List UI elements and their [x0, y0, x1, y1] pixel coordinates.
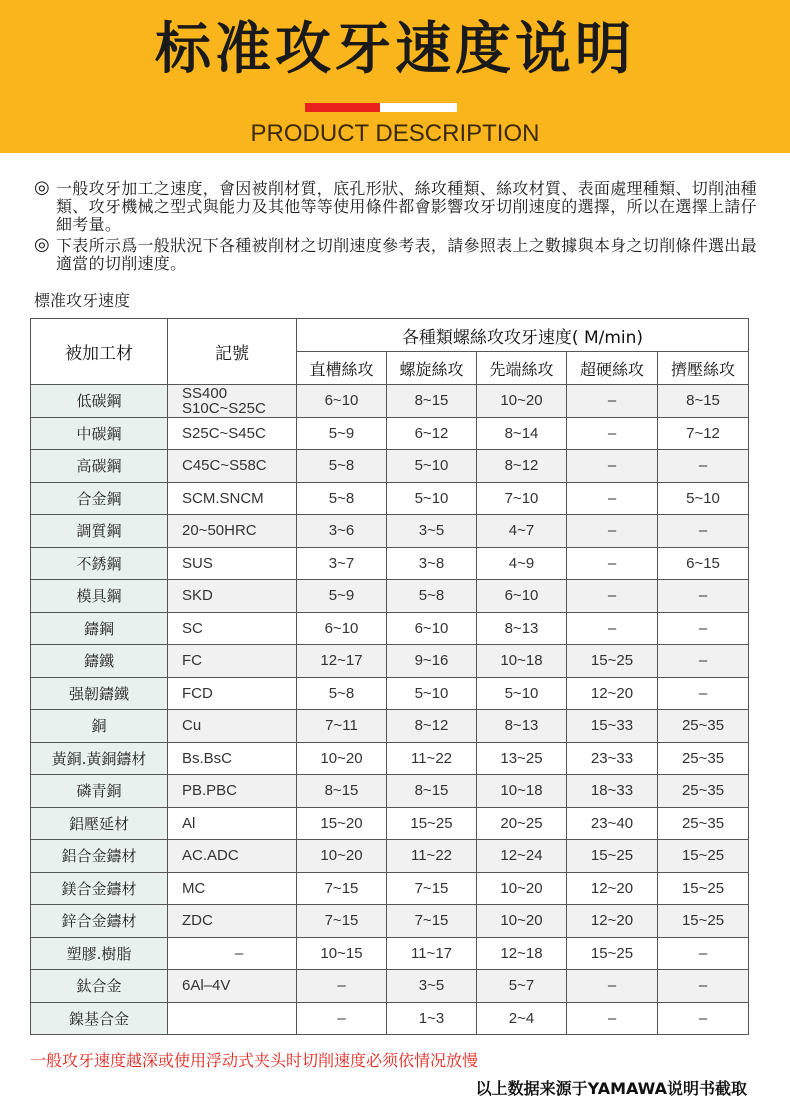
material-cell: 不銹鋼: [31, 547, 168, 580]
speed-cell: –: [567, 417, 658, 450]
speed-cell: –: [567, 450, 658, 483]
speed-cell: 11~17: [387, 937, 477, 970]
code-text: FC: [182, 652, 202, 670]
speed-cell: 10~18: [477, 775, 567, 808]
speed-cell: 3~6: [297, 515, 387, 548]
speed-cell: –: [297, 970, 387, 1003]
code-cell: [168, 742, 297, 775]
code-text: Bs.BsC: [182, 749, 233, 767]
speed-cell: 12~24: [477, 840, 567, 873]
table-row: [31, 905, 749, 938]
speed-cell: 15~33: [567, 710, 658, 743]
speed-cell: 12~20: [567, 677, 658, 710]
speed-cell: 20~25: [477, 807, 567, 840]
speed-cell: 10~20: [477, 872, 567, 905]
speed-cell: 12~20: [567, 872, 658, 905]
speed-cell: 15~25: [658, 872, 749, 905]
code-cell: [168, 775, 297, 808]
data-source-note: 以上数据来源于YAMAWA说明书截取: [475, 1079, 747, 1098]
header-point-tap: 先端絲攻: [477, 352, 567, 385]
speed-cell: –: [658, 612, 749, 645]
note-reference: [34, 234, 764, 273]
speed-cell: 8~14: [477, 417, 567, 450]
code-text: ZDC: [182, 912, 213, 930]
code-text: FCD: [182, 684, 213, 702]
header-straight-tap: 直槽絲攻: [297, 352, 387, 385]
code-cell: [168, 840, 297, 873]
speed-cell: 12~17: [297, 645, 387, 678]
speed-cell: 6~15: [658, 547, 749, 580]
code-cell: [168, 417, 297, 450]
table-row: [31, 840, 749, 873]
speed-cell: 5~9: [297, 417, 387, 450]
speed-cell: 3~5: [387, 515, 477, 548]
page-title: 标准攻牙速度说明: [155, 17, 635, 82]
material-cell: 鋁壓延材: [31, 807, 168, 840]
table-row: [31, 515, 749, 548]
section-label: 標准攻牙速度: [34, 291, 131, 310]
material-cell: 鎂合金鑄材: [31, 872, 168, 905]
table-row: [31, 775, 749, 808]
speed-cell: –: [567, 385, 658, 418]
code-cell: [168, 645, 297, 678]
code-cell: [168, 905, 297, 938]
speed-cell: 12~18: [477, 937, 567, 970]
speed-cell: 7~12: [658, 417, 749, 450]
header-material: 被加工材: [31, 319, 168, 385]
code-text: SUS: [182, 554, 213, 572]
code-text: MC: [182, 879, 206, 897]
speed-cell: 7~10: [477, 482, 567, 515]
code-cell: [168, 450, 297, 483]
speed-cell: 5~8: [387, 580, 477, 613]
speed-cell: 15~25: [387, 807, 477, 840]
code-cell: [168, 580, 297, 613]
table-row: [31, 612, 749, 645]
speed-cell: 10~15: [297, 937, 387, 970]
speed-cell: 6~10: [297, 385, 387, 418]
speed-cell: 15~25: [658, 905, 749, 938]
speed-cell: 7~11: [297, 710, 387, 743]
speed-cell: –: [658, 645, 749, 678]
header-speed-group: 各種類螺絲攻攻牙速度( M/min): [297, 319, 749, 352]
speed-cell: –: [658, 1002, 749, 1035]
speed-cell: 9~16: [387, 645, 477, 678]
speed-cell: 12~20: [567, 905, 658, 938]
table-row: [31, 872, 749, 905]
speed-cell: 5~8: [297, 677, 387, 710]
speed-cell: –: [567, 612, 658, 645]
speed-cell: –: [658, 937, 749, 970]
speed-cell: 2~4: [477, 1002, 567, 1035]
code-text: Al: [182, 814, 196, 832]
speed-cell: 3~7: [297, 547, 387, 580]
speed-cell: 10~18: [477, 645, 567, 678]
speed-cell: 5~10: [658, 482, 749, 515]
table-row: [31, 970, 749, 1003]
code-text: S25C~S45C: [182, 424, 266, 442]
code-text-second-line: S10C~S25C: [182, 399, 266, 417]
code-text: PB.PBC: [182, 782, 238, 800]
speed-cell: 11~22: [387, 840, 477, 873]
speed-cell: 25~35: [658, 807, 749, 840]
code-text: –: [234, 944, 244, 962]
material-cell: 鎳基合金: [31, 1002, 168, 1035]
speed-cell: 1~3: [387, 1002, 477, 1035]
code-cell: [168, 1002, 297, 1035]
note-general: [34, 177, 764, 234]
code-text: Cu: [182, 717, 202, 735]
speed-cell: 5~10: [387, 677, 477, 710]
code-text: SS400: [182, 384, 228, 402]
speed-cell: 5~10: [387, 450, 477, 483]
code-cell: [168, 482, 297, 515]
page-subtitle: PRODUCT DESCRIPTION: [250, 120, 540, 147]
material-cell: 鋅合金鑄材: [31, 905, 168, 938]
speed-cell: 8~12: [477, 450, 567, 483]
speed-cell: –: [658, 970, 749, 1003]
material-cell: 塑膠.樹脂: [31, 937, 168, 970]
speed-cell: 8~15: [658, 385, 749, 418]
code-text: AC.ADC: [182, 847, 239, 865]
material-cell: 高碳鋼: [31, 450, 168, 483]
speed-cell: –: [658, 515, 749, 548]
tapping-speed-table: [30, 318, 749, 1035]
speed-cell: –: [567, 482, 658, 515]
speed-cell: –: [567, 515, 658, 548]
code-cell: [168, 547, 297, 580]
note-reference-text: 下表所示爲一般狀況下各種被削材之切削速度參考表，請參照表上之數據與本身之切削條件選出最適當的切削速度。: [56, 236, 757, 273]
speed-cell: 10~20: [297, 742, 387, 775]
speed-cell: 5~8: [297, 482, 387, 515]
bullet-circle-icon: ◎: [34, 234, 51, 255]
material-cell: 鑄鋼: [31, 612, 168, 645]
speed-cell: 6~10: [387, 612, 477, 645]
speed-cell: 5~10: [387, 482, 477, 515]
speed-cell: 6~12: [387, 417, 477, 450]
table-row: [31, 385, 749, 418]
code-cell: [168, 937, 297, 970]
table-row: [31, 807, 749, 840]
bullet-circle-icon: ◎: [34, 177, 51, 198]
speed-cell: 4~7: [477, 515, 567, 548]
code-cell: [168, 970, 297, 1003]
material-cell: 低碳鋼: [31, 385, 168, 418]
table-row: [31, 710, 749, 743]
table-row: [31, 580, 749, 613]
speed-cell: 8~12: [387, 710, 477, 743]
speed-cell: 13~25: [477, 742, 567, 775]
speed-cell: –: [567, 580, 658, 613]
speed-cell: –: [658, 450, 749, 483]
table-row: [31, 742, 749, 775]
speed-cell: 18~33: [567, 775, 658, 808]
code-cell: [168, 872, 297, 905]
table-row: [31, 450, 749, 483]
material-cell: 銅: [31, 710, 168, 743]
speed-cell: –: [658, 677, 749, 710]
speed-cell: 15~25: [567, 840, 658, 873]
speed-cell: 7~15: [297, 872, 387, 905]
speed-cell: 7~15: [387, 872, 477, 905]
speed-cell: 5~8: [297, 450, 387, 483]
note-general-text: 一般攻牙加工之速度，會因被削材質，底孔形狀、絲攻種類、絲攻材質、表面處理種類、切削油種類、攻牙機械之型式與能力及其他等等使用條件都會影響攻牙切削速度的選擇，所以在選擇上請仔細考量。: [56, 179, 757, 234]
speed-cell: 8~15: [297, 775, 387, 808]
speed-cell: –: [567, 1002, 658, 1035]
material-cell: 調質鋼: [31, 515, 168, 548]
code-text: 20~50HRC: [182, 522, 257, 540]
speed-cell: 10~20: [477, 905, 567, 938]
speed-cell: 15~25: [567, 937, 658, 970]
material-cell: 黃銅.黃銅鑄材: [31, 742, 168, 775]
material-cell: 鑄鐵: [31, 645, 168, 678]
code-cell: [168, 710, 297, 743]
speed-cell: –: [567, 970, 658, 1003]
speed-cell: 8~13: [477, 612, 567, 645]
code-text: SKD: [182, 587, 213, 605]
speed-cell: 5~10: [477, 677, 567, 710]
speed-cell: 25~35: [658, 742, 749, 775]
code-cell: [168, 612, 297, 645]
speed-cell: –: [567, 547, 658, 580]
table-row: [31, 482, 749, 515]
code-text: SCM.SNCM: [182, 489, 264, 507]
header-code: 記號: [168, 319, 297, 385]
table-row: [31, 937, 749, 970]
code-cell: [168, 385, 297, 418]
table-row: [31, 1002, 749, 1035]
material-cell: 合金鋼: [31, 482, 168, 515]
speed-warning: 一般攻牙速度越深或使用浮动式夹头时切削速度必须依情况放慢: [30, 1051, 479, 1070]
material-cell: 强韌鑄鐵: [31, 677, 168, 710]
speed-cell: 8~15: [387, 385, 477, 418]
table-row: [31, 677, 749, 710]
accent-bar-white: [380, 103, 457, 112]
accent-bar-red: [305, 103, 380, 112]
material-cell: 中碳鋼: [31, 417, 168, 450]
speed-cell: 11~22: [387, 742, 477, 775]
speed-cell: 7~15: [387, 905, 477, 938]
table-row: [31, 547, 749, 580]
speed-cell: 25~35: [658, 710, 749, 743]
speed-cell: 3~8: [387, 547, 477, 580]
code-cell: [168, 677, 297, 710]
material-cell: 鈦合金: [31, 970, 168, 1003]
speed-cell: 4~9: [477, 547, 567, 580]
speed-cell: 10~20: [297, 840, 387, 873]
table-row: [31, 417, 749, 450]
header-carbide-tap: 超硬絲攻: [567, 352, 658, 385]
code-text: 6Al–4V: [182, 977, 231, 995]
speed-cell: 15~25: [658, 840, 749, 873]
speed-cell: 10~20: [477, 385, 567, 418]
speed-cell: 25~35: [658, 775, 749, 808]
speed-cell: 15~20: [297, 807, 387, 840]
speed-cell: 5~9: [297, 580, 387, 613]
speed-cell: 23~33: [567, 742, 658, 775]
code-cell: [168, 807, 297, 840]
speed-cell: 15~25: [567, 645, 658, 678]
speed-cell: 7~15: [297, 905, 387, 938]
table-row: [31, 645, 749, 678]
material-cell: 鋁合金鑄材: [31, 840, 168, 873]
material-cell: 磷青銅: [31, 775, 168, 808]
speed-cell: –: [297, 1002, 387, 1035]
header-spiral-tap: 螺旋絲攻: [387, 352, 477, 385]
code-text: SC: [182, 619, 203, 637]
header-forming-tap: 擠壓絲攻: [658, 352, 749, 385]
speed-cell: 8~13: [477, 710, 567, 743]
speed-cell: 6~10: [297, 612, 387, 645]
material-cell: 模具鋼: [31, 580, 168, 613]
speed-cell: 6~10: [477, 580, 567, 613]
speed-cell: 5~7: [477, 970, 567, 1003]
speed-cell: 23~40: [567, 807, 658, 840]
code-text: C45C~S58C: [182, 457, 267, 475]
code-cell: [168, 515, 297, 548]
speed-cell: 3~5: [387, 970, 477, 1003]
speed-cell: –: [658, 580, 749, 613]
speed-cell: 8~15: [387, 775, 477, 808]
